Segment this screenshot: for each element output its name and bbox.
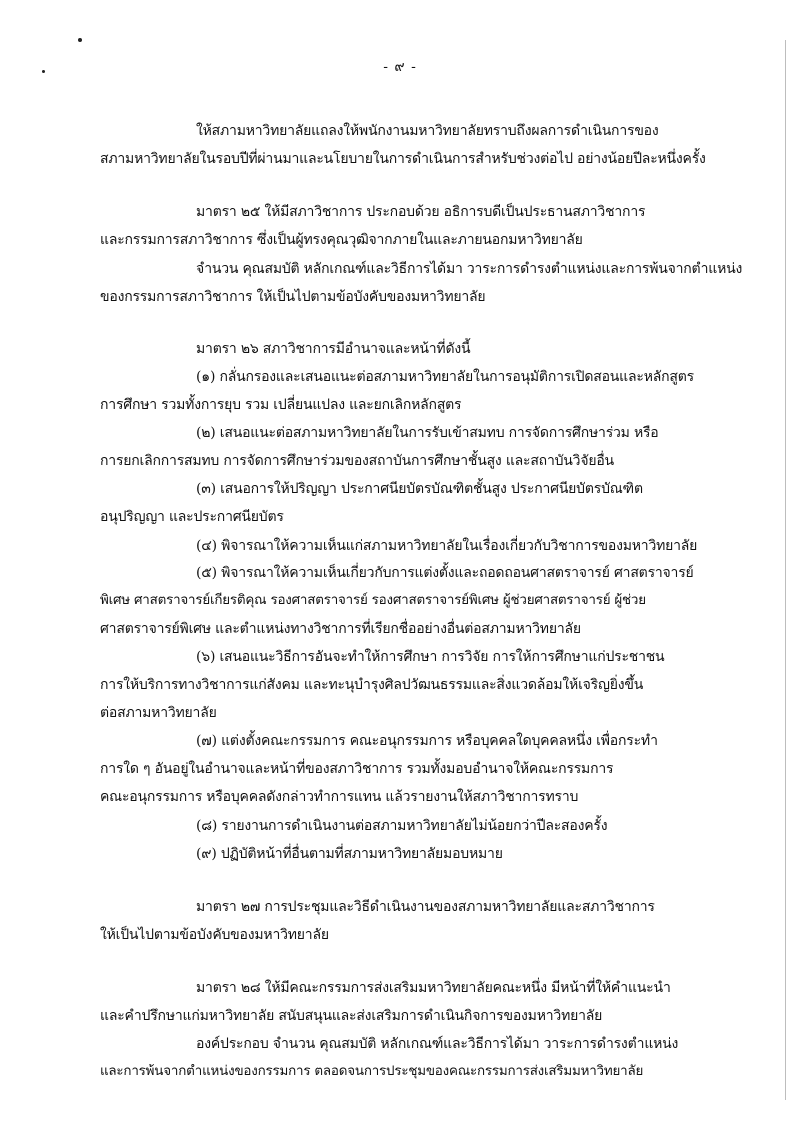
text-line: ของกรรมการสภาวิชาการ ให้เป็นไปตามข้อบังคับของมหาวิทยาลัย [100, 289, 486, 305]
text-line: (๓) เสนอการให้ปริญญา ประกาศนียบัตรบัณฑิตชั้นสูง ประกาศนียบัตรบัณฑิต [196, 481, 643, 497]
scan-speck [78, 38, 82, 42]
text-line: การให้บริการทางวิชาการแก่สังคม และทะนุบำรุงศิลปวัฒนธรรมและสิ่งแวดล้อมให้เจริญยิ่งขึ้น [100, 677, 644, 693]
text-line: องค์ประกอบ จำนวน คุณสมบัติ หลักเกณฑ์และวิธีการได้มา วาระการดำรงตำแหน่ง [196, 1036, 679, 1052]
text-line: คณะอนุกรรมการ หรือบุคคลดังกล่าวทำการแทน แล้วรายงานให้สภาวิชาการทราบ [100, 789, 579, 805]
text-line: การยกเลิกการสมทบ การจัดการศึกษาร่วมของสถาบันการศึกษาชั้นสูง และสถาบันวิจัยอื่น [100, 453, 614, 469]
text-line: (๑) กลั่นกรองและเสนอแนะต่อสภามหาวิทยาลัยในการอนุมัติการเปิดสอนและหลักสูตร [196, 369, 694, 385]
text-line: (๙) ปฏิบัติหน้าที่อื่นตามที่สภามหาวิทยาลัยมอบหมาย [196, 846, 503, 862]
text-line: ต่อสภามหาวิทยาลัย [100, 705, 217, 721]
text-line: และคำปรึกษาแก่มหาวิทยาลัย สนับสนุนและส่งเสริมการดำเนินกิจการของมหาวิทยาลัย [100, 1008, 603, 1024]
text-line: ให้เป็นไปตามข้อบังคับของมหาวิทยาลัย [100, 927, 329, 943]
section-heading-line: มาตรา ๒๖ สภาวิชาการมีอำนาจและหน้าที่ดังนี้ [196, 341, 471, 357]
text-line: (๕) พิจารณาให้ความเห็นเกี่ยวกับการแต่งตั้งและถอดถอนศาสตราจารย์ ศาสตราจารย์ [196, 565, 694, 581]
text-line: สภามหาวิทยาลัยในรอบปีที่ผ่านมาและนโยบายในการดำเนินการสำหรับช่วงต่อไป อย่างน้อยปีละหนึ่งครั้ง [100, 151, 706, 167]
page-number: - ๙ - [383, 59, 417, 75]
text-line: การใด ๆ อันอยู่ในอำนาจและหน้าที่ของสภาวิชาการ รวมทั้งมอบอำนาจให้คณะกรรมการ [100, 761, 614, 777]
text-line: อนุปริญญา และประกาศนียบัตร [100, 509, 284, 525]
text-line: และกรรมการสภาวิชาการ ซึ่งเป็นผู้ทรงคุณวุฒิจากภายในและภายนอกมหาวิทยาลัย [100, 232, 583, 248]
text-line: และการพ้นจากตำแหน่งของกรรมการ ตลอดจนการประชุมของคณะกรรมการส่งเสริมมหาวิทยาลัย [100, 1064, 644, 1079]
text-line: ให้สภามหาวิทยาลัยแถลงให้พนักงานมหาวิทยาลัยทราบถึงผลการดำเนินการของ [196, 123, 659, 139]
text-line: (๖) เสนอแนะวิธีการอันจะทำให้การศึกษา การวิจัย การให้การศึกษาแก่ประชาชน [196, 649, 665, 665]
section-heading-line: มาตรา ๒๗ การประชุมและวิธีดำเนินงานของสภามหาวิทยาลัยและสภาวิชาการ [196, 899, 655, 915]
text-line: พิเศษ ศาสตราจารย์เกียรติคุณ รองศาสตราจารย์ รองศาสตราจารย์พิเศษ ผู้ช่วยศาสตราจารย์ ผู้ช่วย [100, 593, 646, 608]
section-heading-line: มาตรา ๒๘ ให้มีคณะกรรมการส่งเสริมมหาวิทยาลัยคณะหนึ่ง มีหน้าที่ให้คำแนะนำ [196, 980, 671, 996]
text-line: (๒) เสนอแนะต่อสภามหาวิทยาลัยในการรับเข้าสมทบ การจัดการศึกษาร่วม หรือ [196, 425, 659, 441]
text-line: (๔) พิจารณาให้ความเห็นแก่สภามหาวิทยาลัยในเรื่องเกี่ยวกับวิชาการของมหาวิทยาลัย [196, 538, 698, 554]
text-line: การศึกษา รวมทั้งการยุบ รวม เปลี่ยนแปลง และยกเลิกหลักสูตร [100, 397, 462, 413]
text-line: จำนวน คุณสมบัติ หลักเกณฑ์และวิธีการได้มา วาระการดำรงตำแหน่งและการพ้นจากตำแหน่ง [196, 261, 743, 277]
text-line: ศาสตราจารย์พิเศษ และตำแหน่งทางวิชาการที่เรียกชื่ออย่างอื่นต่อสภามหาวิทยาลัย [100, 621, 581, 637]
text-line: (๗) แต่งตั้งคณะกรรมการ คณะอนุกรรมการ หรือบุคคลใดบุคคลหนึ่ง เพื่อกระทำ [196, 733, 658, 749]
text-line: (๘) รายงานการดำเนินงานต่อสภามหาวิทยาลัยไม่น้อยกว่าปีละสองครั้ง [196, 818, 608, 834]
scan-edge-line [785, 40, 786, 1100]
section-heading-line: มาตรา ๒๕ ให้มีสภาวิชาการ ประกอบด้วย อธิการบดีเป็นประธานสภาวิชาการ [196, 204, 646, 220]
